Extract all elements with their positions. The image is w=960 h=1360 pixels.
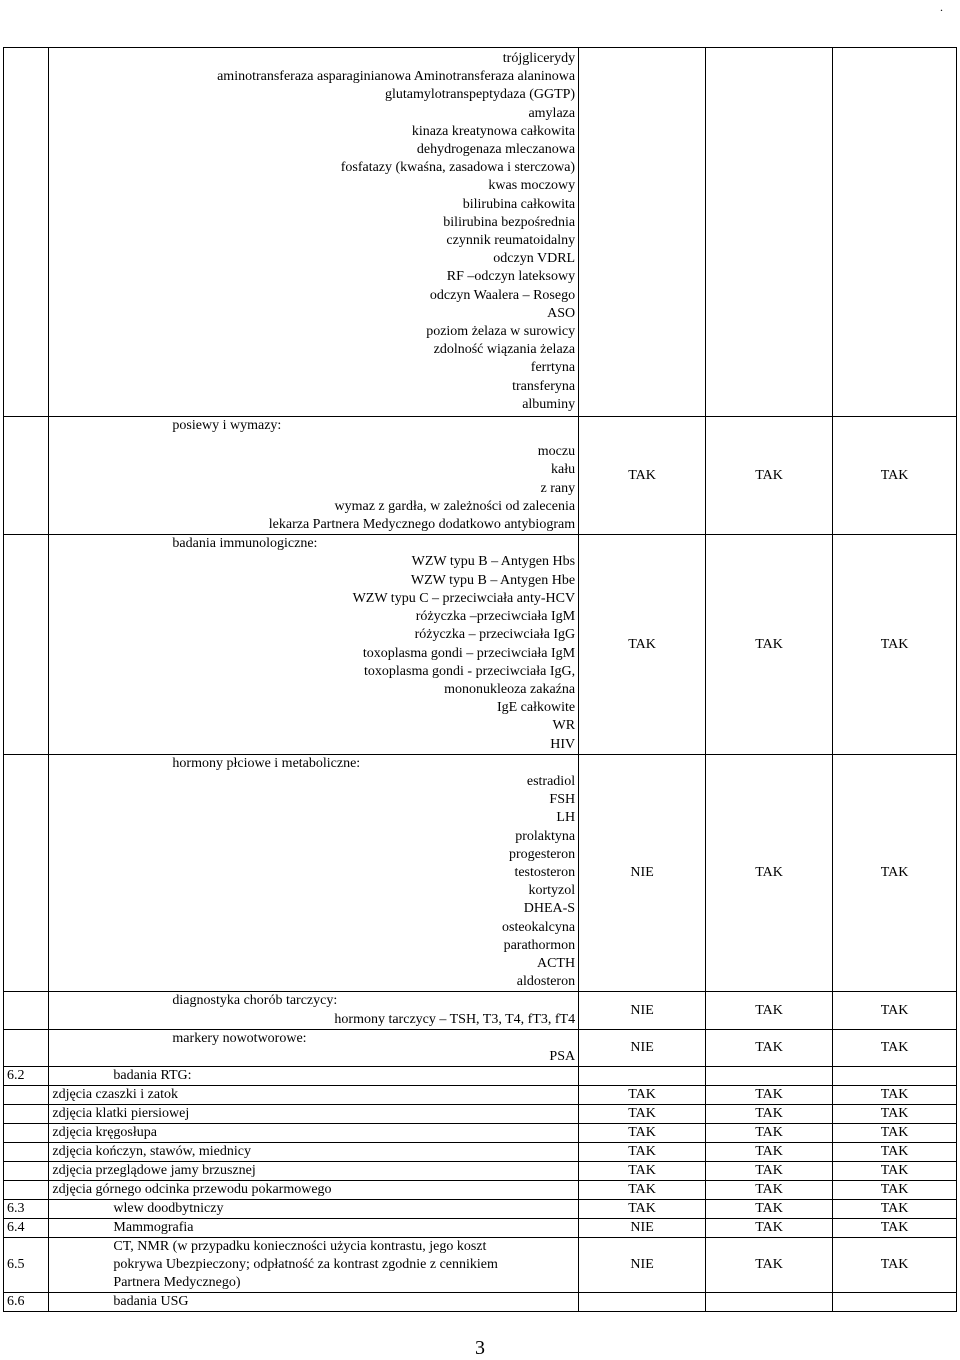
rtg-item: zdjęcia kończyn, stawów, miednicy	[49, 1143, 579, 1162]
section-number: 6.5	[4, 1238, 49, 1293]
coverage-value: TAK	[579, 535, 706, 754]
posiewy-heading: posiewy i wymazy:	[172, 418, 282, 434]
coverage-value: TAK	[706, 1181, 833, 1200]
coverage-value: TAK	[833, 1219, 957, 1238]
table-row	[4, 1181, 957, 1200]
row-label: wlew doodbytniczy	[49, 1200, 579, 1219]
hormony-heading: hormony płciowe i metaboliczne:	[172, 755, 361, 771]
list-item: lekarza Partnera Medycznego dodatkowo antybiogram	[268, 517, 576, 533]
list-item: estradiol	[526, 773, 576, 789]
section-number: 6.4	[4, 1219, 49, 1238]
list-item: ferrtyna	[530, 360, 576, 376]
list-item: różyczka – przeciwciała IgG	[414, 627, 576, 643]
table-row	[4, 1219, 957, 1238]
tarczyca-row	[4, 992, 957, 1029]
list-item: WZW typu B – Antygen Hbe	[410, 572, 576, 588]
coverage-value: NIE	[579, 1238, 706, 1293]
coverage-value: TAK	[706, 535, 833, 754]
list-item: transferyna	[512, 378, 576, 394]
list-item: LH	[556, 810, 576, 826]
rtg-heading: badania RTG:	[49, 1067, 579, 1086]
list-item: poziom żelaza w surowicy	[426, 324, 576, 340]
coverage-value: TAK	[833, 1086, 957, 1105]
list-item: parathormon	[503, 937, 576, 953]
immuno-heading: badania immunologiczne:	[172, 536, 318, 552]
table-row	[4, 1293, 957, 1312]
list-item: WZW typu B – Antygen Hbs	[411, 554, 576, 570]
list-item: odczyn VDRL	[493, 251, 576, 267]
lab-tests-list	[49, 48, 579, 417]
list-item: amylaza	[528, 105, 576, 121]
coverage-value: TAK	[706, 417, 833, 535]
list-item: ASO	[547, 305, 576, 321]
immuno-cell	[49, 535, 579, 754]
rtg-item: zdjęcia klatki piersiowej	[49, 1105, 579, 1124]
list-item: PSA	[549, 1048, 576, 1064]
markery-heading: markery nowotworowe:	[172, 1030, 307, 1046]
tarczyca-cell	[49, 992, 579, 1029]
coverage-value: TAK	[706, 754, 833, 992]
hormony-cell	[49, 754, 579, 992]
list-item: IgE całkowite	[496, 700, 576, 716]
list-item: testosteron	[514, 864, 576, 880]
lab-tests-row	[4, 48, 957, 417]
coverage-value: TAK	[706, 992, 833, 1029]
list-item: różyczka –przeciwciała IgM	[415, 609, 576, 625]
section-number: 6.2	[4, 1067, 49, 1086]
coverage-value: TAK	[833, 1105, 957, 1124]
coverage-value: TAK	[833, 1029, 957, 1066]
coverage-value: TAK	[706, 1219, 833, 1238]
list-item: ACTH	[536, 955, 576, 971]
table-row	[4, 1105, 957, 1124]
coverage-value: TAK	[579, 1124, 706, 1143]
posiewy-cell	[49, 417, 579, 535]
list-item: FSH	[549, 792, 576, 808]
markery-cell	[49, 1029, 579, 1066]
list-item: moczu	[537, 444, 576, 460]
coverage-value: NIE	[579, 1029, 706, 1066]
markery-row	[4, 1029, 957, 1066]
coverage-value: TAK	[579, 1143, 706, 1162]
row-label-line: Partnera Medycznego)	[113, 1275, 241, 1291]
list-item: odczyn Waalera – Rosego	[429, 287, 576, 303]
list-item: albuminy	[522, 396, 576, 412]
list-item: RF –odczyn lateksowy	[446, 269, 576, 285]
list-item: osteokalcyna	[502, 919, 576, 935]
list-item: bilirubina całkowita	[462, 196, 576, 212]
section-number: 6.3	[4, 1200, 49, 1219]
list-item: fosfatazy (kwaśna, zasadowa i sterczowa)	[340, 160, 576, 176]
posiewy-row	[4, 417, 957, 535]
list-item: dehydrogenaza mleczanowa	[416, 142, 576, 158]
coverage-value: NIE	[579, 992, 706, 1029]
list-item: glutamylotranspeptydaza (GGTP)	[384, 87, 576, 103]
list-item: mononukleoza zakaźna	[444, 681, 576, 697]
coverage-value: TAK	[833, 1238, 957, 1293]
list-item: kinaza kreatynowa całkowita	[411, 123, 576, 139]
coverage-value: TAK	[833, 1181, 957, 1200]
coverage-value: TAK	[706, 1162, 833, 1181]
row-label-line: pokrywa Ubezpieczony; odpłatność za kontrast zgodnie z cennikiem	[113, 1257, 498, 1273]
rtg-item: zdjęcia górnego odcinka przewodu pokarmowego	[49, 1181, 579, 1200]
rtg-item: zdjęcia przeglądowe jamy brzusznej	[49, 1162, 579, 1181]
list-item: toxoplasma gondi – przeciwciała IgM	[362, 645, 576, 661]
table-row	[4, 1200, 957, 1219]
coverage-value: TAK	[833, 1162, 957, 1181]
list-item: WR	[552, 718, 576, 734]
coverage-value: TAK	[579, 1162, 706, 1181]
list-item: bilirubina bezpośrednia	[443, 214, 576, 230]
table-row	[4, 1238, 957, 1293]
coverage-value: TAK	[579, 1105, 706, 1124]
list-item: toxoplasma gondi - przeciwciała IgG,	[364, 663, 576, 679]
coverage-value: TAK	[706, 1238, 833, 1293]
list-item: wymaz z gardła, w zależności od zalecenia	[334, 498, 576, 514]
coverage-value: TAK	[706, 1105, 833, 1124]
list-item: HIV	[550, 736, 576, 752]
list-item: czynnik reumatoidalny	[446, 233, 576, 249]
list-item: aldosteron	[516, 974, 576, 990]
coverage-value: NIE	[579, 1219, 706, 1238]
tarczyca-heading: diagnostyka chorób tarczycy:	[172, 993, 338, 1009]
coverage-value: TAK	[833, 417, 957, 535]
table-row	[4, 1124, 957, 1143]
coverage-value: TAK	[706, 1200, 833, 1219]
list-item: WZW typu C – przeciwciała anty-HCV	[352, 590, 576, 606]
coverage-value: TAK	[579, 1200, 706, 1219]
table-row	[4, 1086, 957, 1105]
list-item: trójglicerydy	[502, 51, 576, 66]
row-label: Mammografia	[49, 1219, 579, 1238]
list-item: kału	[550, 462, 576, 478]
coverage-value: TAK	[579, 1181, 706, 1200]
table-row	[4, 1143, 957, 1162]
coverage-value: TAK	[579, 1086, 706, 1105]
list-item: hormony tarczycy – TSH, T3, T4, fT3, fT4	[334, 1011, 576, 1027]
coverage-value: NIE	[579, 754, 706, 992]
page-number: 3	[475, 1337, 485, 1359]
list-item: aminotransferaza asparaginianowa Aminotransferaza alaninowa	[217, 69, 576, 85]
list-item: kortyzol	[528, 883, 576, 899]
coverage-value: TAK	[833, 1200, 957, 1219]
rtg-heading-row	[4, 1067, 957, 1086]
hormony-row	[4, 754, 957, 992]
list-item: prolaktyna	[515, 828, 576, 844]
coverage-value: TAK	[833, 754, 957, 992]
rtg-item: zdjęcia czaszki i zatok	[49, 1086, 579, 1105]
list-item: progesteron	[509, 846, 576, 862]
list-item: z rany	[540, 480, 576, 496]
row-label-line: CT, NMR (w przypadku konieczności użycia kontrastu, jego koszt	[113, 1239, 487, 1255]
coverage-value: TAK	[833, 535, 957, 754]
immuno-row	[4, 535, 957, 754]
table-row	[4, 1162, 957, 1181]
rtg-item: zdjęcia kręgosłupa	[49, 1124, 579, 1143]
coverage-value: TAK	[833, 1124, 957, 1143]
coverage-value: TAK	[579, 417, 706, 535]
list-item: zdolność wiązania żelaza	[433, 342, 576, 358]
coverage-value: TAK	[706, 1086, 833, 1105]
list-item: DHEA-S	[523, 901, 576, 917]
coverage-value: TAK	[833, 992, 957, 1029]
corner-mark: .	[940, 0, 943, 14]
section-number: 6.6	[4, 1293, 49, 1312]
lab-coverage-table	[3, 47, 957, 1312]
coverage-value: TAK	[833, 1143, 957, 1162]
row-label: badania USG	[49, 1293, 579, 1312]
coverage-value: TAK	[706, 1143, 833, 1162]
coverage-value: TAK	[706, 1124, 833, 1143]
list-item: kwas moczowy	[488, 178, 576, 194]
row-label	[49, 1238, 579, 1293]
coverage-value: TAK	[706, 1029, 833, 1066]
